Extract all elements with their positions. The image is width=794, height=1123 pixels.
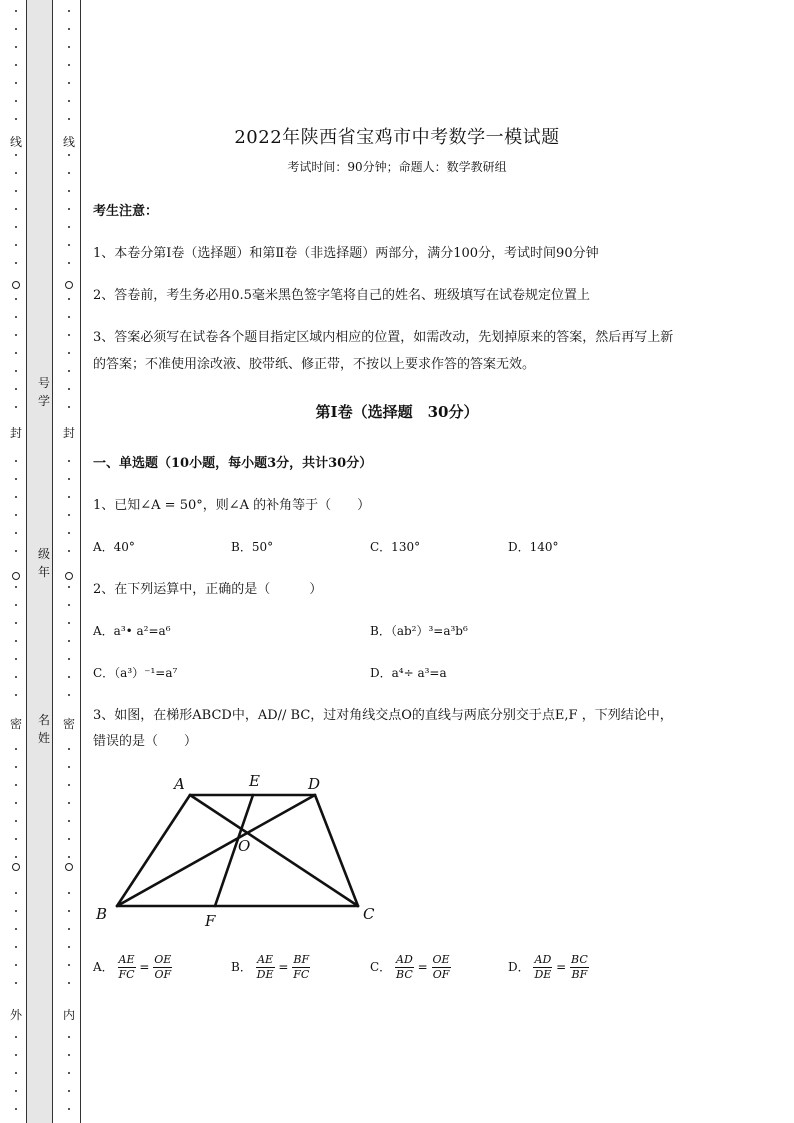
binding-dot	[15, 640, 17, 642]
segment-ab	[117, 795, 190, 906]
binding-dot	[15, 370, 17, 372]
trapezoid-figure	[90, 765, 390, 935]
binding-dot	[68, 262, 70, 264]
section-heading: 一、单选题（10小题，每小题3分，共计30分）	[93, 456, 373, 471]
binding-dot	[68, 82, 70, 84]
q1-option-d: D．140°	[508, 540, 559, 554]
binding-dot	[15, 694, 17, 696]
binding-dot	[15, 1036, 17, 1038]
binding-dot	[68, 1090, 70, 1092]
binding-dot	[15, 46, 17, 48]
notice-item-2: 2、答卷前，考生务必用0.5毫米黑色签字笔将自己的姓名、班级填写在试卷规定位置上	[93, 288, 590, 303]
binding-dot	[15, 532, 17, 534]
q3-option-d: D． $\frac{AD}{DE}$ = $\frac{BC}{BF}$	[508, 953, 588, 981]
student-number-label: 号学	[37, 376, 50, 408]
label-e: E	[249, 772, 260, 790]
q2-stem: 2、在下列运算中，正确的是（ ）	[93, 582, 323, 597]
q2-option-d: D．a⁴÷ a³=a	[370, 666, 447, 680]
binding-dot	[15, 82, 17, 84]
binding-dot	[68, 514, 70, 516]
binding-dot	[15, 784, 17, 786]
binding-dot	[68, 658, 70, 660]
binding-dot	[68, 820, 70, 822]
binding-dot	[15, 496, 17, 498]
binding-dot	[68, 460, 70, 462]
binding-dot	[15, 262, 17, 264]
binding-dot	[15, 28, 17, 30]
q3-stem-line1: 3、如图，在梯形ABCD中，AD// BC，过对角线交点O的直线与两底分别交于点E,F ，下列结论中，	[93, 708, 673, 723]
binding-dot	[68, 388, 70, 390]
binding-circle	[65, 281, 73, 289]
q3-stem-line2: 错误的是（ ）	[93, 734, 198, 749]
binding-dot	[15, 334, 17, 336]
inner-char-xian: 线	[62, 135, 75, 149]
binding-dot	[68, 370, 70, 372]
binding-dot	[15, 514, 17, 516]
binding-dot	[15, 208, 17, 210]
binding-dot	[15, 244, 17, 246]
binding-dot	[68, 802, 70, 804]
binding-dot	[68, 496, 70, 498]
q1-option-b: B．50°	[231, 540, 274, 554]
binding-dot	[15, 550, 17, 552]
binding-dot	[15, 226, 17, 228]
binding-dot	[15, 820, 17, 822]
binding-dot	[15, 676, 17, 678]
binding-dot	[68, 352, 70, 354]
q1-option-c: C．130°	[370, 540, 421, 554]
binding-dot	[15, 478, 17, 480]
binding-dot	[68, 244, 70, 246]
inner-char-nei: 内	[62, 1008, 75, 1022]
binding-dot	[15, 856, 17, 858]
binding-dot	[68, 748, 70, 750]
binding-dot	[68, 928, 70, 930]
q2-option-c: C．（a³）⁻¹=a⁷	[93, 666, 178, 680]
binding-dot	[15, 118, 17, 120]
label-d: D	[308, 775, 321, 793]
binding-dot	[68, 208, 70, 210]
binding-dot	[15, 100, 17, 102]
q2-option-a: A．a³• a²=a⁶	[93, 624, 171, 638]
binding-dot	[68, 694, 70, 696]
q3-option-b: B． $\frac{AE}{DE}$ = $\frac{BF}{FC}$	[231, 953, 310, 981]
grade-label: 级年	[37, 547, 50, 579]
binding-dot	[15, 586, 17, 588]
q1-stem: 1、已知∠A = 50°，则∠A 的补角等于（ ）	[93, 498, 371, 513]
label-f: F	[205, 912, 216, 930]
binding-dot	[15, 622, 17, 624]
binding-dot	[68, 478, 70, 480]
binding-dot	[68, 154, 70, 156]
q1-option-a: A．40°	[93, 540, 135, 554]
binding-dot	[15, 802, 17, 804]
exam-subtitle: 考试时间：90分钟；命题人：数学教研组	[287, 160, 507, 174]
binding-dot	[68, 100, 70, 102]
inner-char-mi: 密	[62, 717, 75, 731]
outer-char-wai: 外	[9, 1008, 22, 1022]
binding-dot	[68, 910, 70, 912]
binding-dot	[15, 388, 17, 390]
binding-dot	[68, 982, 70, 984]
binding-dot	[68, 64, 70, 66]
binding-dot	[15, 298, 17, 300]
label-c: C	[363, 905, 375, 923]
binding-dot	[68, 946, 70, 948]
binding-dot	[68, 1036, 70, 1038]
q3-option-a: A． $\frac{AE}{FC}$ = $\frac{OE}{OF}$	[93, 953, 172, 981]
notice-item-1: 1、本卷分第I卷（选择题）和第Ⅱ卷（非选择题）两部分，满分100分，考试时间90分钟	[93, 246, 599, 261]
binding-dot	[68, 964, 70, 966]
binding-dot	[68, 46, 70, 48]
outer-char-feng: 封	[9, 426, 22, 440]
binding-circle	[12, 572, 20, 580]
binding-circle	[65, 863, 73, 871]
label-b: B	[96, 905, 108, 923]
notice-item-3a: 3、答案必须写在试卷各个题目指定区域内相应的位置，如需改动，先划掉原来的答案，然后再写上新	[93, 330, 674, 345]
binding-dot	[15, 604, 17, 606]
segment-dc	[315, 795, 358, 906]
outer-char-xian: 线	[9, 135, 22, 149]
binding-dot	[15, 928, 17, 930]
binding-dot	[68, 784, 70, 786]
notice-heading: 考生注意：	[93, 204, 159, 219]
binding-dot	[68, 550, 70, 552]
binding-dot	[15, 892, 17, 894]
binding-dot	[15, 154, 17, 156]
binding-circle	[12, 281, 20, 289]
part1-title: 第I卷（选择题 30分）	[315, 403, 479, 421]
q2-option-b: B．（ab²）³=a³b⁶	[370, 624, 468, 638]
inner-char-feng: 封	[62, 426, 75, 440]
binding-dot	[15, 658, 17, 660]
binding-dot	[68, 10, 70, 12]
binding-dot	[68, 1108, 70, 1110]
binding-dot	[68, 532, 70, 534]
label-a: A	[174, 775, 185, 793]
binding-dot	[15, 964, 17, 966]
binding-dot	[68, 1054, 70, 1056]
binding-dot	[15, 316, 17, 318]
binding-circle	[65, 572, 73, 580]
binding-dot	[68, 676, 70, 678]
exam-title: 2022年陕西省宝鸡市中考数学一模试题	[234, 127, 560, 148]
binding-dot	[15, 352, 17, 354]
binding-dot	[15, 1108, 17, 1110]
binding-dot	[15, 982, 17, 984]
binding-dot	[68, 226, 70, 228]
binding-dot	[68, 28, 70, 30]
binding-dot	[68, 586, 70, 588]
binding-dot	[68, 622, 70, 624]
binding-dot	[15, 10, 17, 12]
binding-dot	[15, 460, 17, 462]
binding-dot	[68, 316, 70, 318]
binding-dot	[68, 856, 70, 858]
label-o: O	[238, 837, 251, 855]
binding-dot	[68, 190, 70, 192]
binding-dot	[15, 910, 17, 912]
binding-dot	[15, 1072, 17, 1074]
notice-item-3b: 的答案；不准使用涂改液、胶带纸、修正带，不按以上要求作答的答案无效。	[93, 357, 536, 372]
binding-dot	[68, 766, 70, 768]
binding-dot	[68, 118, 70, 120]
binding-dot	[15, 766, 17, 768]
q3-option-c: C． $\frac{AD}{BC}$ = $\frac{OE}{OF}$	[370, 953, 450, 981]
binding-dot	[68, 334, 70, 336]
binding-dot	[68, 1072, 70, 1074]
binding-dot	[15, 748, 17, 750]
name-label: 名姓	[37, 713, 50, 745]
binding-dot	[68, 892, 70, 894]
binding-dot	[15, 1090, 17, 1092]
binding-dot	[15, 838, 17, 840]
binding-dot	[68, 298, 70, 300]
binding-circle	[12, 863, 20, 871]
binding-dot	[15, 190, 17, 192]
binding-dot	[15, 946, 17, 948]
binding-dot	[68, 838, 70, 840]
binding-dot	[68, 604, 70, 606]
binding-dot	[68, 640, 70, 642]
outer-char-mi: 密	[9, 717, 22, 731]
binding-dot	[15, 1054, 17, 1056]
binding-dot	[15, 64, 17, 66]
